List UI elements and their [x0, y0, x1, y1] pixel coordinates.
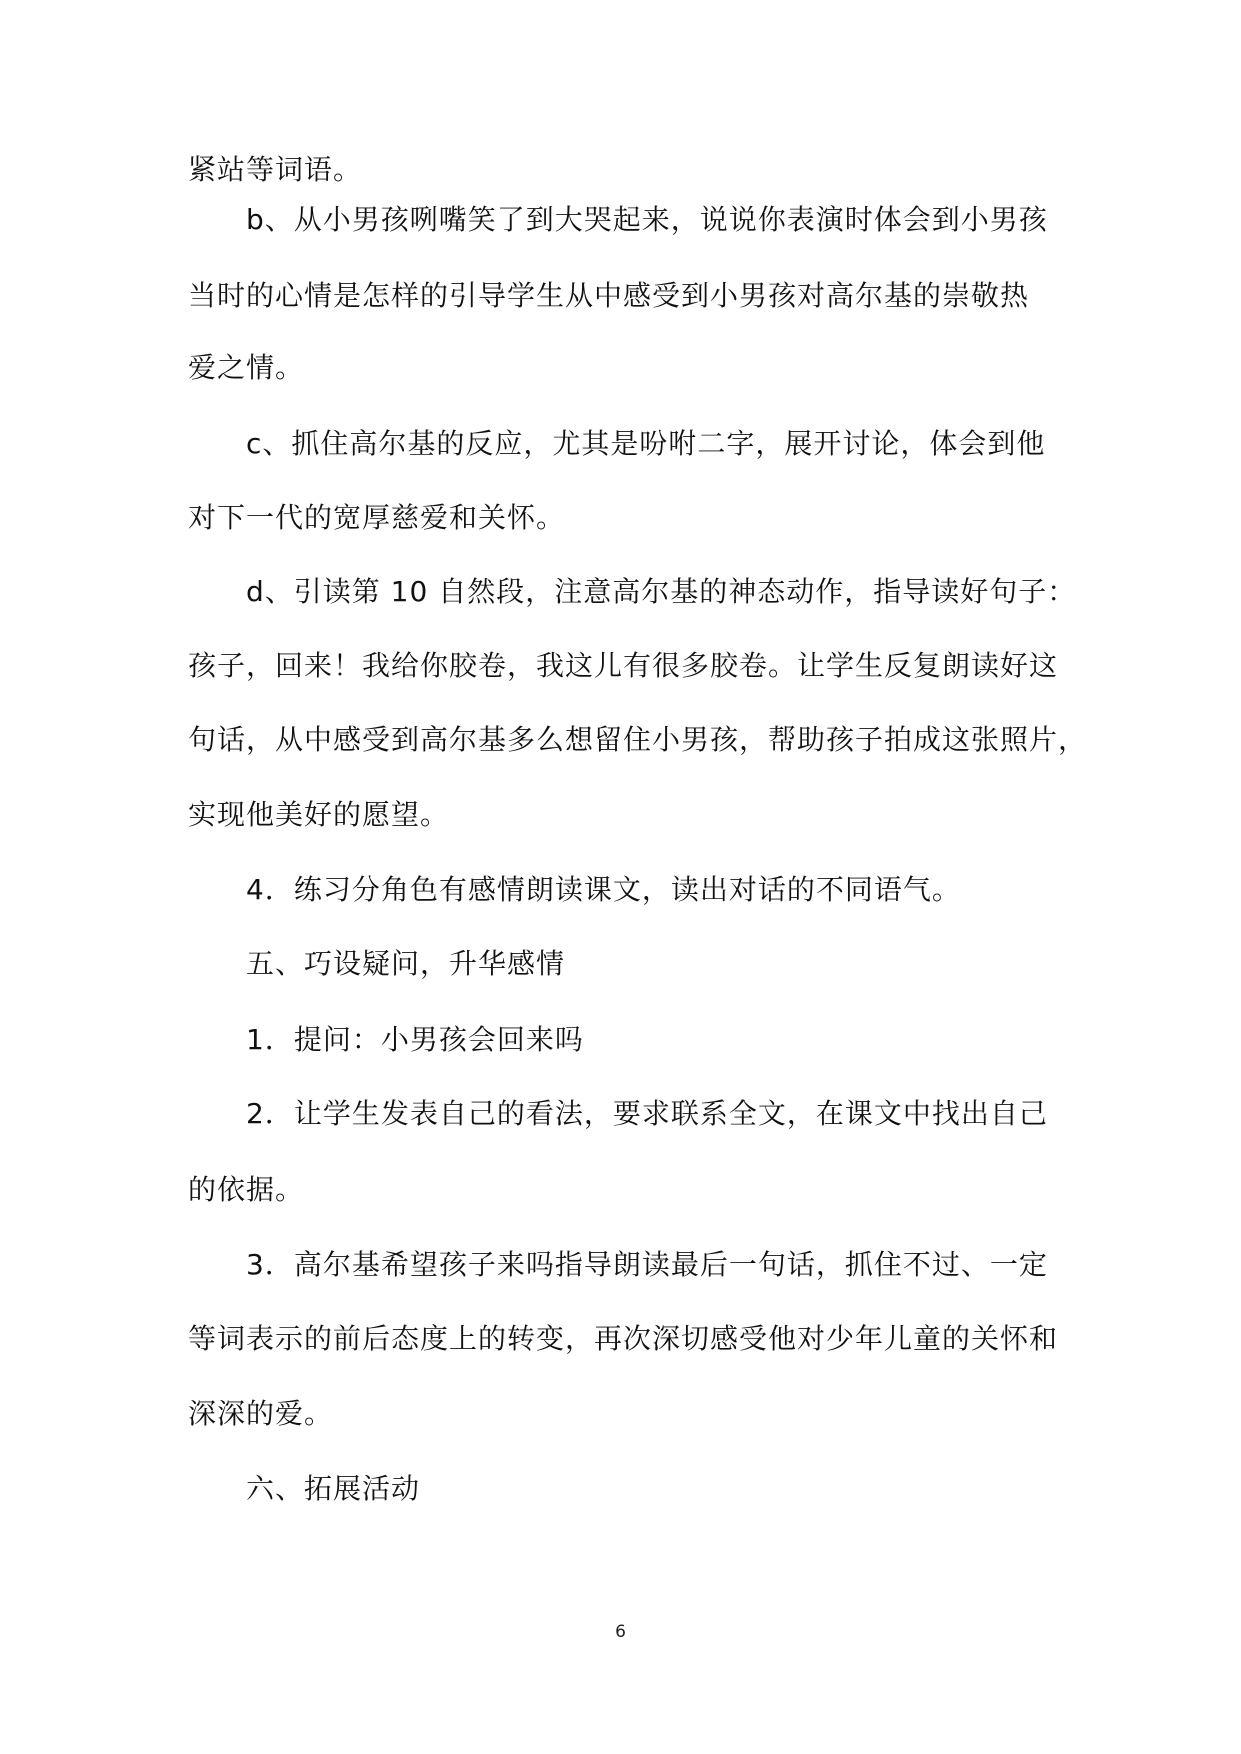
text-line-14: 2．让学生发表自己的看法，要求联系全文，在课文中找出自己 — [246, 1097, 1048, 1130]
text-line-6: 对下一代的宽厚慈爱和关怀。 — [188, 501, 566, 534]
text-line-8: 孩子，回来！我给你胶卷，我这儿有很多胶卷。让学生反复朗读好这 — [188, 649, 1059, 682]
text-line-16: 3．高尔基希望孩子来吗指导朗读最后一句话，抓住不过、一定 — [246, 1248, 1048, 1281]
text-line-4: 爱之情。 — [188, 351, 305, 384]
text-line-10: 实现他美好的愿望。 — [188, 798, 450, 831]
text-line-9: 句话，从中感受到高尔基多么想留住小男孩，帮助孩子拍成这张照片， — [188, 723, 1088, 756]
section-heading-5: 五、巧设疑问，升华感情 — [246, 947, 566, 980]
text-line-2: b、从小男孩咧嘴笑了到大哭起来，说说你表演时体会到小男孩 — [246, 203, 1048, 236]
text-line-15: 的依据。 — [188, 1173, 305, 1206]
text-line-5: c、抓住高尔基的反应，尤其是吩咐二字，展开讨论，体会到他 — [246, 427, 1046, 460]
section-heading-6: 六、拓展活动 — [246, 1472, 421, 1505]
text-line-7: d、引读第 10 自然段，注意高尔基的神态动作，指导读好句子： — [246, 575, 1077, 608]
text-line-11: 4．练习分角色有感情朗读课文，读出对话的不同语气。 — [246, 873, 961, 906]
text-line-13: 1．提问：小男孩会回来吗 — [246, 1023, 584, 1056]
text-line-18: 深深的爱。 — [188, 1397, 334, 1430]
page-number: 6 — [615, 1622, 626, 1642]
text-line-3: 当时的心情是怎样的引导学生从中感受到小男孩对高尔基的崇敬热 — [188, 279, 1030, 312]
text-line-17: 等词表示的前后态度上的转变，再次深切感受他对少年儿童的关怀和 — [188, 1322, 1059, 1355]
text-line-1: 紧站等词语。 — [188, 153, 363, 186]
